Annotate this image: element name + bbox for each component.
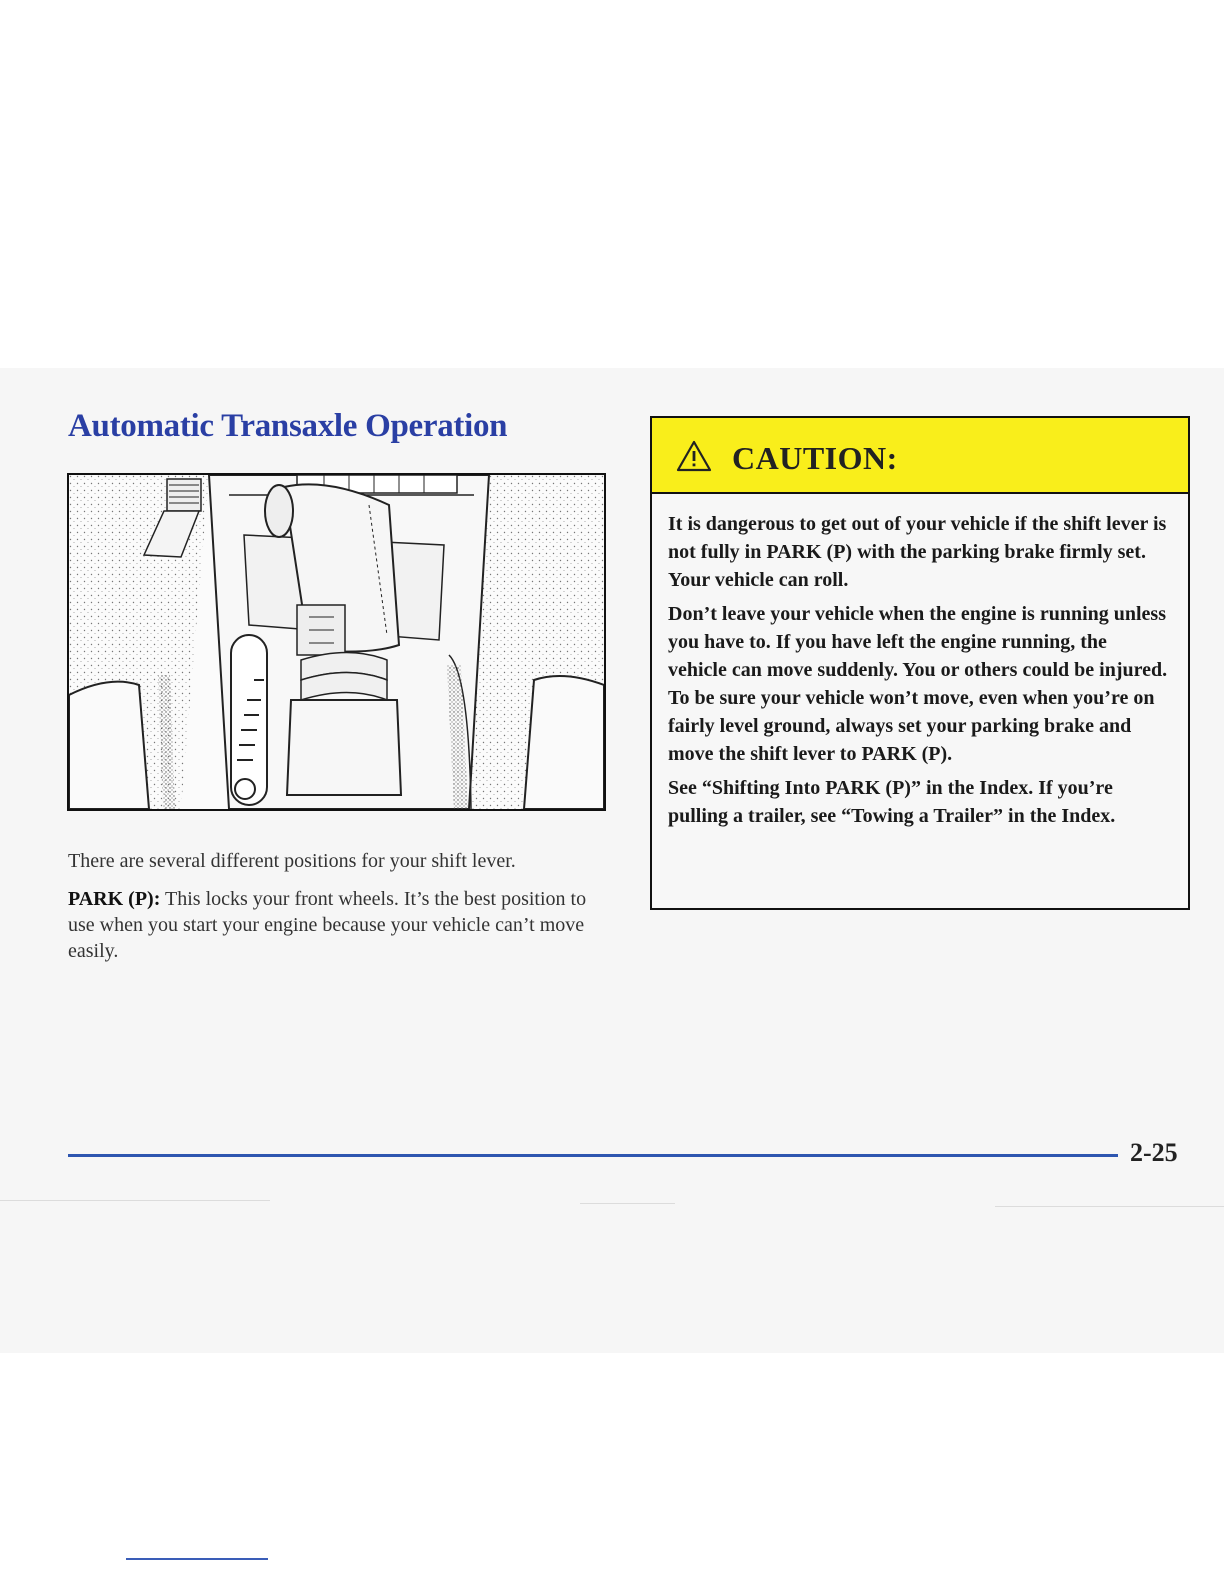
scan-artifact-line	[0, 1200, 270, 1201]
intro-paragraph: There are several different positions for your shift lever.	[68, 850, 516, 872]
caution-box	[650, 416, 1190, 910]
park-label: PARK (P):	[68, 888, 161, 910]
footer-mark	[126, 1558, 268, 1560]
warning-triangle-icon	[676, 440, 712, 477]
page-number: 2-25	[1130, 1138, 1178, 1167]
scan-artifact-line	[995, 1206, 1224, 1207]
caution-title: CAUTION:	[732, 440, 898, 476]
scan-artifact-line	[580, 1203, 675, 1204]
page-title: Automatic Transaxle Operation	[68, 408, 508, 444]
caution-paragraph: It is dangerous to get out of your vehicle if the shift lever is not fully in PARK (P) with the parking brake firmly set. Your vehicle can roll.	[668, 513, 1167, 591]
park-text: This locks your front wheels. It’s the best position to use when you start your engine because your vehicle can’t move easily.	[68, 888, 587, 962]
caution-header	[652, 418, 1188, 494]
park-paragraph	[68, 886, 608, 964]
footer-rule	[68, 1154, 1118, 1157]
caution-body	[668, 510, 1168, 836]
caution-paragraph: See “Shifting Into PARK (P)” in the Index. If you’re pulling a trailer, see “Towing a Trailer” in the Index.	[668, 777, 1116, 827]
caution-paragraph: Don’t leave your vehicle when the engine is running unless you have to. If you have left the engine running, the vehicle can move suddenly. You or others could be injured. To be sure your vehicle won’t move, even when you’re on fairly level ground, always set your parking brake and move the shift lever to PARK (P).	[668, 603, 1168, 765]
shift-lever-illustration	[67, 473, 606, 811]
